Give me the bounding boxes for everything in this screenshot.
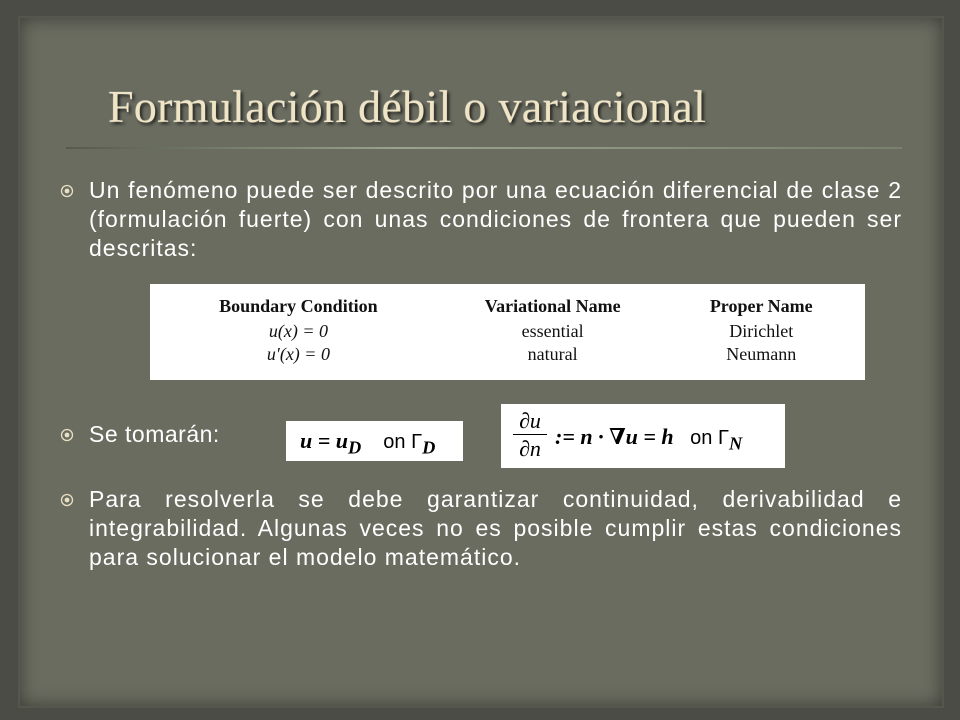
- table-cell: u(x) = 0: [268, 321, 328, 341]
- table-cell: Neumann: [726, 344, 797, 364]
- table-row: [162, 320, 852, 343]
- dirichlet-boundary-subscript: D: [422, 437, 436, 458]
- dirichlet-formula: [300, 428, 435, 458]
- bullet-text-1: Un fenómeno puede ser descrito por una ecuación diferencial de clase 2 (formulación fuerte) con unas condiciones de frontera que pueden ser descritas:: [89, 177, 902, 261]
- table-header-row: [162, 294, 852, 320]
- slide-title: Formulación débil o variacional: [108, 81, 707, 132]
- circled-dot-icon: [60, 184, 74, 198]
- table-cell: natural: [527, 344, 578, 364]
- column-header: Proper Name: [709, 296, 813, 316]
- fraction-denominator: ∂n: [519, 436, 541, 461]
- title-divider: [66, 147, 902, 149]
- partial-derivative-fraction: [513, 408, 547, 463]
- table-cell: essential: [521, 321, 584, 341]
- neumann-formula: [555, 424, 742, 454]
- neumann-boundary-subscript: N: [729, 433, 743, 454]
- dirichlet-lhs: u = u: [300, 428, 349, 453]
- column-header: Boundary Condition: [219, 296, 378, 316]
- neumann-equation: [501, 404, 785, 468]
- table-cell: u′(x) = 0: [266, 344, 330, 364]
- circled-dot-icon: [60, 428, 74, 442]
- dirichlet-equation: [286, 421, 463, 461]
- neumann-boundary: on Γ: [690, 427, 729, 449]
- neumann-rhs: := n · ∇u = h: [555, 424, 674, 449]
- bullet-text-3: Para resolverla se debe garantizar continuidad, derivabilidad e integrabilidad. Algunas veces no es posible cumplir estas condiciones para solucionar el modelo matemático.: [89, 486, 902, 570]
- circled-dot-icon: [60, 493, 74, 507]
- boundary-condition-table: [150, 284, 865, 380]
- boundary-table: [162, 294, 852, 366]
- table-cell: Dirichlet: [729, 321, 794, 341]
- dirichlet-boundary: on Γ: [383, 431, 423, 453]
- dirichlet-subscript: D: [348, 437, 362, 458]
- table-row: [162, 343, 852, 366]
- fraction-numerator: ∂u: [513, 408, 547, 435]
- bullet-text-2: Se tomarán:: [89, 421, 220, 447]
- column-header: Variational Name: [484, 296, 621, 316]
